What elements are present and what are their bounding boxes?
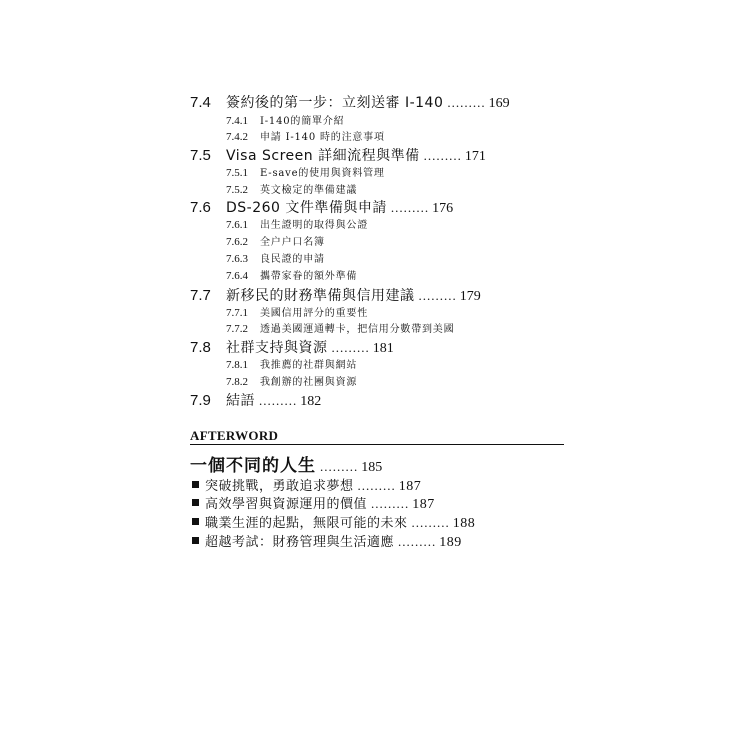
subsection-number: 7.5.2 bbox=[226, 184, 248, 196]
page-number: 185 bbox=[361, 460, 383, 475]
subsection-title: 申請 I-140 時的注意事項 bbox=[260, 132, 385, 143]
afterword-label: AFTERWORD bbox=[190, 428, 279, 443]
square-bullet-icon bbox=[192, 481, 199, 488]
subsection-number: 7.6.1 bbox=[226, 219, 248, 231]
section-number: 7.8 bbox=[190, 339, 211, 356]
afterword-divider bbox=[190, 444, 564, 445]
subsection-title: 攜帶家眷的額外準備 bbox=[260, 271, 358, 282]
subsection-number: 7.7.2 bbox=[226, 323, 248, 335]
afterword-item-title: 高效學習與資源運用的價值 bbox=[205, 497, 368, 512]
subsection-title: 全户户口名簿 bbox=[260, 237, 325, 248]
subsection-title: 英文檢定的準備建議 bbox=[260, 185, 358, 196]
subsection-number: 7.8.1 bbox=[226, 359, 248, 371]
toc-section-7-9 bbox=[190, 390, 321, 410]
dot-leader: ......... bbox=[259, 393, 298, 408]
afterword-item bbox=[192, 475, 421, 495]
subsection-title: I-140的簡單介紹 bbox=[260, 116, 345, 127]
section-title: 簽約後的第一步：立刻送審 I-140 bbox=[226, 95, 444, 111]
afterword-item bbox=[192, 493, 435, 513]
section-number: 7.9 bbox=[190, 392, 211, 409]
afterword-item bbox=[192, 531, 462, 551]
page-number: 189 bbox=[439, 535, 462, 550]
afterword-heading-title: 一個不同的人生 bbox=[190, 456, 316, 476]
dot-leader: ......... bbox=[418, 288, 457, 303]
dot-leader: ......... bbox=[411, 515, 450, 530]
section-title: 結語 bbox=[226, 393, 255, 409]
page-number: 187 bbox=[412, 497, 435, 512]
subsection-title: 出生證明的取得與公證 bbox=[260, 220, 368, 231]
subsection-number: 7.6.2 bbox=[226, 236, 248, 248]
toc-section-7-5 bbox=[190, 145, 486, 165]
page-number: 176 bbox=[432, 201, 454, 216]
afterword-heading bbox=[190, 451, 382, 476]
page-number: 179 bbox=[459, 289, 481, 304]
toc-section-7-4 bbox=[190, 92, 510, 112]
subsection-number: 7.6.4 bbox=[226, 270, 248, 282]
dot-leader: ......... bbox=[447, 95, 486, 110]
section-number: 7.4 bbox=[190, 94, 211, 111]
subsection-title: 我創辦的社團與資源 bbox=[260, 377, 358, 388]
subsection-title: 我推薦的社群與網站 bbox=[260, 360, 358, 371]
toc-section-7-6 bbox=[190, 197, 453, 217]
subsection-title: 美國信用評分的重要性 bbox=[260, 308, 368, 319]
dot-leader: ......... bbox=[357, 478, 396, 493]
dot-leader: ......... bbox=[320, 459, 359, 474]
afterword-item-title: 超越考試：財務管理與生活適應 bbox=[205, 535, 395, 550]
section-title: 新移民的財務準備與信用建議 bbox=[226, 288, 415, 304]
section-number: 7.6 bbox=[190, 199, 211, 216]
square-bullet-icon bbox=[192, 499, 199, 506]
toc-section-7-7 bbox=[190, 285, 481, 305]
toc-subsection bbox=[226, 373, 357, 388]
subsection-number: 7.6.3 bbox=[226, 253, 248, 265]
square-bullet-icon bbox=[192, 518, 199, 525]
dot-leader: ......... bbox=[398, 534, 437, 549]
subsection-title: 透過美國運通轉卡，把信用分數帶到美國 bbox=[260, 324, 455, 335]
section-number: 7.7 bbox=[190, 287, 211, 304]
subsection-number: 7.4.2 bbox=[226, 131, 248, 143]
toc-subsection bbox=[226, 164, 385, 179]
dot-leader: ......... bbox=[390, 200, 430, 215]
toc-subsection bbox=[226, 216, 368, 231]
square-bullet-icon bbox=[192, 537, 199, 544]
page-number: 187 bbox=[398, 479, 422, 494]
afterword-item-title: 職業生涯的起點，無限可能的未來 bbox=[205, 516, 408, 531]
afterword-item-title: 突破挑戰，勇敢追求夢想 bbox=[205, 479, 354, 494]
page-number: 169 bbox=[488, 96, 510, 111]
toc-subsection bbox=[226, 233, 325, 248]
subsection-number: 7.4.1 bbox=[226, 115, 248, 127]
page-number: 188 bbox=[452, 516, 476, 531]
toc-subsection bbox=[226, 250, 325, 265]
section-title: Visa Screen 詳細流程與準備 bbox=[226, 148, 420, 164]
subsection-title: E-save的使用與資料管理 bbox=[260, 168, 385, 179]
toc-subsection bbox=[226, 356, 357, 371]
toc-subsection bbox=[226, 181, 357, 196]
page-number: 171 bbox=[464, 149, 486, 164]
toc-subsection bbox=[226, 128, 385, 143]
page-number: 181 bbox=[372, 341, 394, 356]
afterword-item bbox=[192, 512, 475, 532]
toc-subsection bbox=[226, 304, 368, 319]
toc-subsection bbox=[226, 267, 357, 282]
dot-leader: ......... bbox=[371, 496, 410, 511]
dot-leader: ......... bbox=[423, 148, 462, 163]
toc-section-7-8 bbox=[190, 337, 394, 357]
subsection-title: 良民證的申請 bbox=[260, 254, 325, 265]
section-title: DS-260 文件準備與申請 bbox=[226, 200, 387, 216]
subsection-number: 7.8.2 bbox=[226, 376, 248, 388]
subsection-number: 7.7.1 bbox=[226, 307, 248, 319]
subsection-number: 7.5.1 bbox=[226, 167, 248, 179]
toc-subsection bbox=[226, 320, 454, 335]
section-title: 社群支持與資源 bbox=[226, 340, 328, 356]
section-number: 7.5 bbox=[190, 147, 211, 164]
page-number: 182 bbox=[300, 394, 322, 409]
dot-leader: ......... bbox=[331, 340, 370, 355]
toc-subsection bbox=[226, 112, 344, 127]
